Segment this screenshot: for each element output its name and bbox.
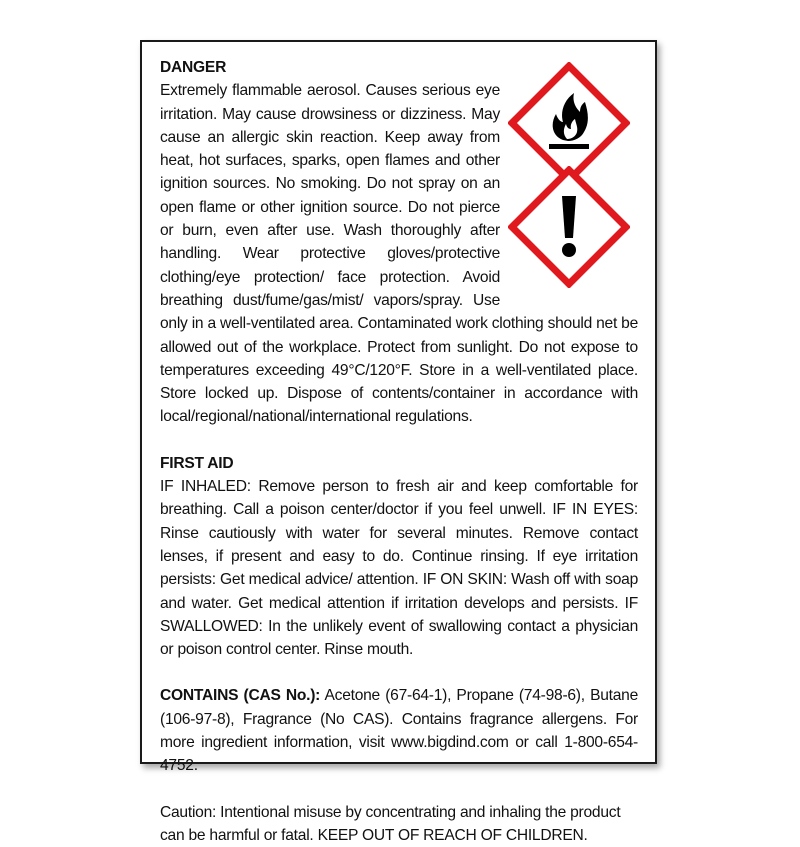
caution-statement: Caution: Intentional misuse by concentrating and inhaling the product can be harmful or fatal. KEEP OUT OF REACH OF CHILDREN. bbox=[160, 803, 621, 844]
contains-heading: CONTAINS (CAS No.): bbox=[160, 687, 321, 705]
first-aid-heading: FIRST AID bbox=[160, 454, 234, 472]
contains-body: Acetone (67-64-1), Propane (74-98-6), Butane (106-97-8), Fragrance (No CAS). Contains fragrance allergens. For more ingredient information, visit www.bigdind.com or call 1-800-654-4752. bbox=[160, 687, 638, 775]
first-aid-statement: IF INHALED: Remove person to fresh air and keep comfortable for breathing. Call a poison center/doctor if you feel unwell. IF IN EYES: Rinse cautiously with water for several minutes. Remove contact lenses, if present and easy to do. Continue rinsing. If eye irritation persists: Get medical advice/ attention. IF ON SKIN: Wash off with soap and water. Get medical attention if irritation develops and persists. IF SWALLOWED: In the unlikely event of swallowing contact a physician or poison control center. Rinse mouth. bbox=[160, 478, 638, 659]
danger-statement: Extremely flammable aerosol. Causes serious eye irritation. May cause drowsiness or dizziness. May cause an allergic skin reaction. Keep away from heat, hot surfaces, sparks, open flames and other ignition sources. No smoking. Do not spray on an open flame or other ignition source. Do not pierce or burn, even after use. Wash thoroughly after handling. Wear protective gloves/protective clothing/eye protection/ face protection. Avoid breathing dust/fume/gas/mist/ vapors/spray. Use only in a well-ventilated area. Contaminated work clothing should net be allowed out of the workplace. Protect from sunlight. Do not expose to temperatures exceeding 49°C/120°F. Store in a well-ventilated place. Store locked up. Dispose of contents/container in accordance with local/regional/national/international regulations. bbox=[160, 82, 638, 426]
hazard-pictograms bbox=[506, 62, 638, 292]
safety-label bbox=[140, 40, 657, 844]
danger-heading: DANGER bbox=[160, 59, 227, 76]
exclamation-pictogram-icon bbox=[508, 166, 630, 288]
contains-statement bbox=[160, 684, 638, 777]
label-content bbox=[160, 56, 638, 847]
